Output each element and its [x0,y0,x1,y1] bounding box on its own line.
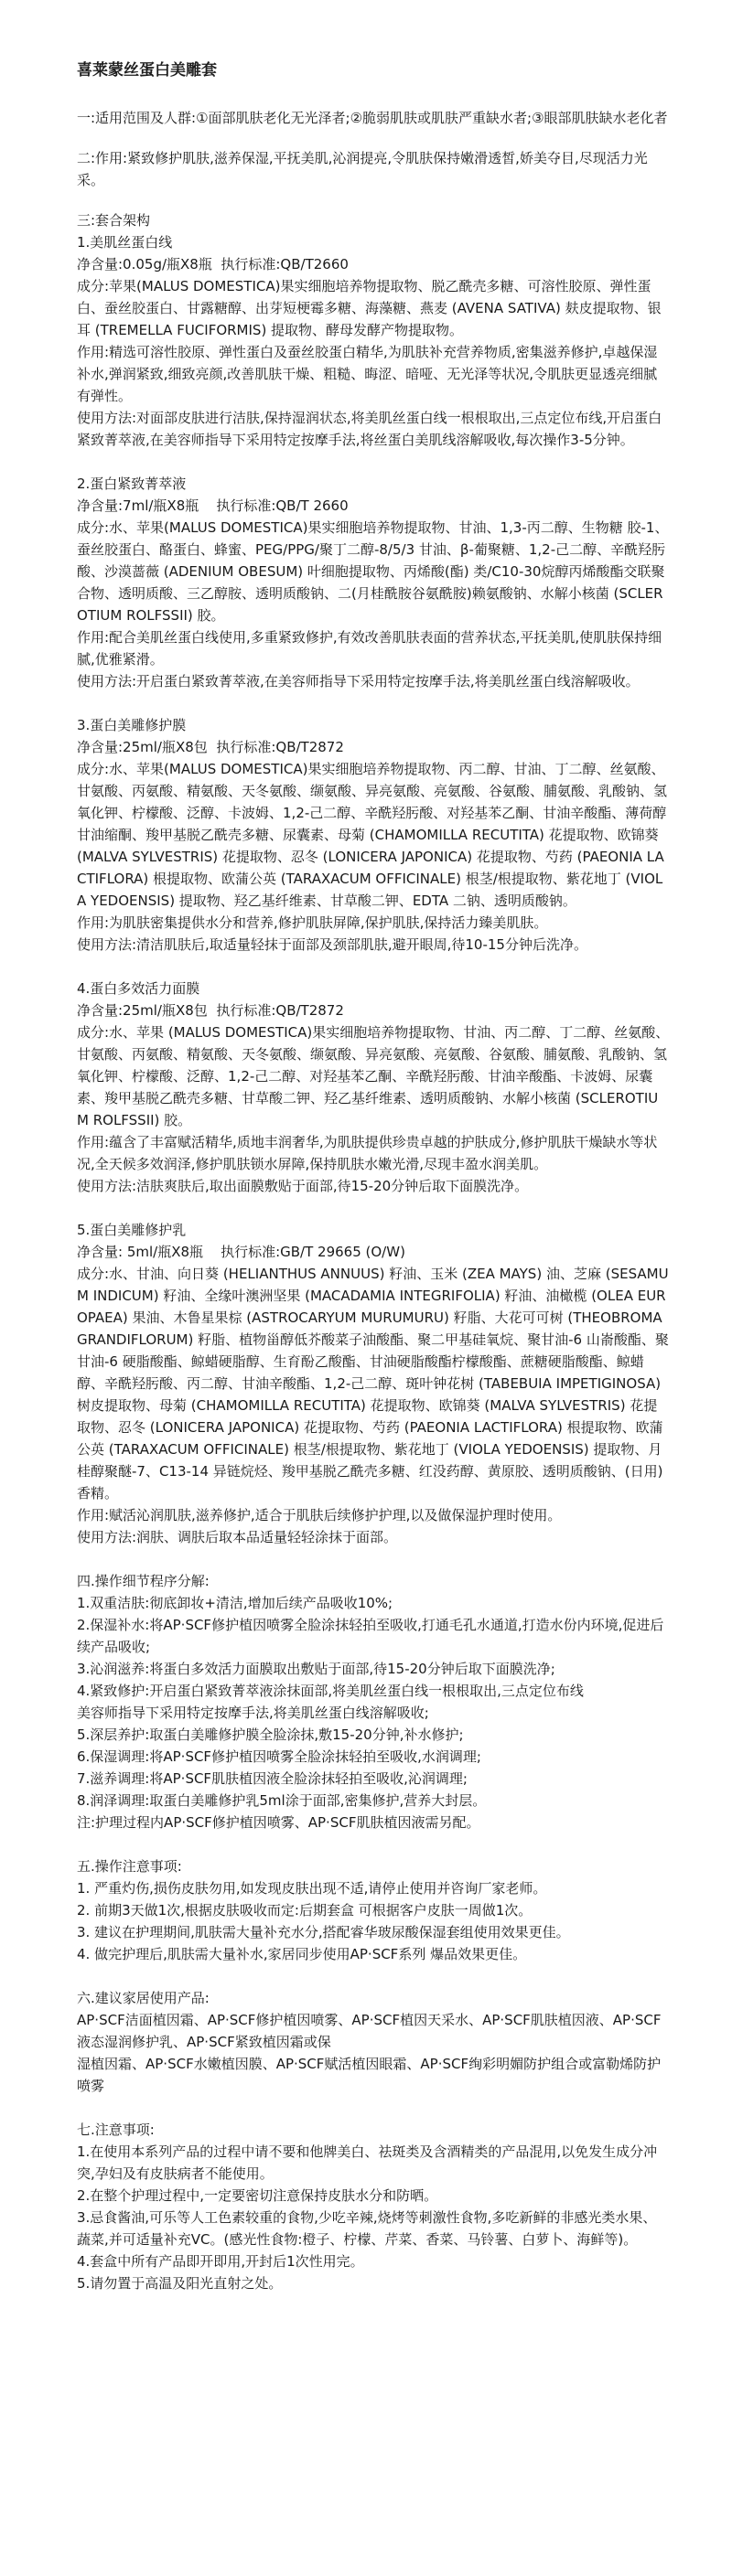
home-products-section [77,1987,670,2097]
step-item: 2.保湿补水:将AP·SCF修护植因喷雾全脸涂抹轻拍至吸收,打通毛孔水通道,打造水份内环境,促进后续产品吸收; [77,1617,664,1655]
caution-item: 2.在整个护理过程中,一定要密切注意保持皮肤水分和防晒。 [77,2187,438,2204]
caution-item: 5.请勿置于高温及阳光直射之处。 [77,2275,283,2292]
steps-section [77,1570,670,1833]
notes-heading: 五.操作注意事项: [77,1858,182,1875]
product-name: 3.蛋白美雕修护膜 [77,717,187,733]
product-ingredients: 成分:水、甘油、向日葵 (HELIANTHUS ANNUUS) 籽油、玉米 (ZEA MAYS) 油、芝麻 (SESAMUM INDICUM) 籽油、全缘叶澳洲坚果 (MACADAMIA INTEGRIFOLIA) 籽油、油橄榄 (OLEA EUROPAEA) 果油、木鲁星果棕 (ASTROCARYUM MURUMURU) 籽脂、大花可可树 (THEOBROMA GRANDIFLORUM) 籽脂、植物甾醇低芥酸菜子油酸酯、聚二甲基硅氧烷、聚甘油-6 山嵛酸酯、聚甘油-6 硬脂酸酯、鲸蜡硬脂醇、生育酚乙酸酯、甘油硬脂酸酯柠檬酸酯、蔗糖硬脂酸酯、鲸蜡醇、辛酰羟肟酸、丙二醇、甘油辛酸酯、1,2-己二醇、斑叶钟花树 (TABEBUIA IMPETIGINOSA) 树皮提取物、母菊 (CHAMOMILLA RECUTITA) 花提取物、欧锦葵 (MALVA SYLVESTRIS) 花提取物、忍冬 (LONICERA JAPONICA) 花提取物、芍药 (PAEONIA LACTIFLORA) 根提取物、欧蒲公英 (TARAXACUM OFFICINALE) 根茎/根提取物、紫花地丁 (VIOLA YEDOENSIS) 提取物、月桂醇聚醚-7、C13-14 异链烷烃、羧甲基脱乙酰壳多糖、红没药醇、黄原胶、透明质酸钠、(日用) 香精。 [77,1266,669,1502]
effect-paragraph: 二:作用:紧致修护肌肤,滋养保湿,平抚美肌,沁润提亮,令肌肤保持嫩滑透皙,娇美夺目,尽现活力光采。 [77,150,648,188]
product-usage: 使用方法:洁肤爽肤后,取出面膜敷贴于面部,待15-20分钟后取下面膜洗净。 [77,1178,529,1194]
notes-section [77,1855,670,1965]
scope-paragraph: 一:适用范围及人群:①面部肌肤老化无光泽者;②脆弱肌肤或肌肤严重缺水者;③眼部肌肤缺水老化者 [77,110,668,126]
step-item: 8.润泽调理:取蛋白美雕修护乳5ml涂于面部,密集修护,营养大封层。 [77,1792,487,1809]
product-block-4 [77,978,670,1197]
product-function: 作用:蕴含了丰富赋活精华,质地丰润奢华,为肌肤提供珍贵卓越的护肤成分,修护肌肤干燥缺水等状况,全天候多效润泽,修护肌肤锁水屏障,保持肌肤水嫩光滑,尽现丰盈水润美肌。 [77,1134,658,1172]
product-ingredients: 成分:水、苹果(MALUS DOMESTICA)果实细胞培养物提取物、甘油、1,3-丙二醇、生物糖 胶-1、蚕丝胶蛋白、酪蛋白、蜂蜜、PEG/PPG/聚丁二醇-8/5/3 甘油、β-葡聚糖、1,2-己二醇、辛酰羟肟酸、沙漠蔷薇 (ADENIUM OBESUM) 叶细胞提取物、丙烯酸(酯) 类/C10-30烷醇丙烯酸酯交联聚合物、透明质酸、三乙醇胺、透明质酸钠、二(月桂酰胺谷氨酰胺)赖氨酸钠、水解小核菌 (SCLEROTIUM ROLFSSII) 胶。 [77,519,669,624]
step-item: 4.紧致修护:开启蛋白紧致菁萃液涂抹面部,将美肌丝蛋白线一根根取出,三点定位布线 [77,1683,584,1699]
product-block-1 [77,231,670,451]
product-spec: 净含量:25ml/瓶X8包 执行标准:QB/T2872 [77,739,344,755]
product-ingredients: 成分:苹果(MALUS DOMESTICA)果实细胞培养物提取物、脱乙酰壳多糖、可溶性胶原、弹性蛋白、蚕丝胶蛋白、甘露糖醇、出芽短梗霉多糖、海藻糖、燕麦 (AVENA SATIVA) 麸皮提取物、银耳 (TREMELLA FUCIFORMIS) 提取物、酵母发酵产物提取物。 [77,278,662,338]
note-item: 4. 做完护理后,肌肤需大量补水,家居同步使用AP·SCF系列 爆品效果更佳。 [77,1946,527,1962]
product-usage: 使用方法:对面部皮肤进行洁肤,保持湿润状态,将美肌丝蛋白线一根根取出,三点定位布线,开启蛋白紧致菁萃液,在美容师指导下采用特定按摩手法,将丝蛋白美肌线溶解吸收,每次操作3-5分钟。 [77,410,662,448]
product-function: 作用:精选可溶性胶原、弹性蛋白及蚕丝胶蛋白精华,为肌肤补充营养物质,密集滋养修护,卓越保湿补水,弹润紧致,细致亮颜,改善肌肤干燥、粗糙、晦涩、暗哑、无光泽等状况,令肌肤更显透亮细腻有弹性。 [77,344,658,404]
note-item: 2. 前期3天做1次,根据皮肤吸收而定:后期套盒 可根据客户皮肤一周做1次。 [77,1902,533,1919]
product-usage: 使用方法:润肤、调肤后取本品适量轻轻涂抹于面部。 [77,1529,398,1545]
product-ingredients: 成分:水、苹果(MALUS DOMESTICA)果实细胞培养物提取物、丙二醇、甘油、丁二醇、丝氨酸、甘氨酸、丙氨酸、精氨酸、天冬氨酸、缬氨酸、异亮氨酸、亮氨酸、谷氨酸、脯氨酸、乳酸钠、氢氧化钾、柠檬酸、泛醇、卡波姆、1,2-己二醇、辛酰羟肟酸、对羟基苯乙酮、甘油辛酸酯、薄荷醇甘油缩酮、羧甲基脱乙酰壳多糖、尿囊素、母菊 (CHAMOMILLA RECUTITA) 花提取物、欧锦葵 (MALVA SYLVESTRIS) 花提取物、忍冬 (LONICERA JAPONICA) 花提取物、芍药 (PAEONIA LACTIFLORA) 根提取物、欧蒲公英 (TARAXACUM OFFICINALE) 根茎/根提取物、紫花地丁 (VIOLA YEDOENSIS) 提取物、羟乙基纤维素、甘草酸二钾、EDTA 二钠、透明质酸钠。 [77,761,668,909]
product-block-2 [77,473,670,692]
product-ingredients: 成分:水、苹果 (MALUS DOMESTICA)果实细胞培养物提取物、甘油、丙二醇、丁二醇、丝氨酸、甘氨酸、丙氨酸、精氨酸、天冬氨酸、缬氨酸、异亮氨酸、亮氨酸、谷氨酸、脯氨酸、乳酸钠、氢氧化钾、柠檬酸、泛醇、1,2-己二醇、对羟基苯乙酮、辛酰羟肟酸、甘油辛酸酯、卡波姆、尿囊素、羧甲基脱乙酰壳多糖、甘草酸二钾、羟乙基纤维素、透明质酸钠、水解小核菌 (SCLEROTIUM ROLFSSII) 胶。 [77,1024,670,1128]
product-spec: 净含量:25ml/瓶X8包 执行标准:QB/T2872 [77,1002,344,1019]
product-function: 作用:为肌肤密集提供水分和营养,修护肌肤屏障,保护肌肤,保持活力臻美肌肤。 [77,914,548,931]
page-title: 喜莱蒙丝蛋白美雕套 [77,61,217,80]
home-products-line: 湿植因霜、AP·SCF水嫩植因膜、AP·SCF赋活植因眼霜、AP·SCF绚彩明媚防护组合或富勒烯防护喷雾 [77,2056,662,2094]
step-item: 5.深层养护:取蛋白美雕修护膜全脸涂抹,敷15-20分钟,补水修护; [77,1726,464,1743]
home-products-heading: 六.建议家居使用产品: [77,1990,210,2006]
product-name: 2.蛋白紧致菁萃液 [77,476,187,492]
note-item: 3. 建议在护理期间,肌肤需大量补充水分,搭配睿华玻尿酸保湿套组使用效果更佳。 [77,1924,570,1940]
note-item: 1. 严重灼伤,损伤皮肤勿用,如发现皮肤出现不适,请停止使用并咨询厂家老师。 [77,1880,547,1897]
home-products-line: AP·SCF洁面植因霜、AP·SCF修护植因喷雾、AP·SCF植因天采水、AP·SCF肌肤植因液、AP·SCF液态湿润修护乳、AP·SCF紧致植因霜或保 [77,2012,662,2050]
product-name: 4.蛋白多效活力面膜 [77,980,200,997]
step-item: 1.双重洁肤:彻底卸妆+清洁,增加后续产品吸收10%; [77,1595,393,1611]
product-name: 1.美肌丝蛋白线 [77,234,173,251]
structure-heading: 三:套合架构 [77,212,151,229]
product-spec: 净含量: 5ml/瓶X8瓶 执行标准:GB/T 29665 (O/W) [77,1244,405,1260]
product-function: 作用:配合美肌丝蛋白线使用,多重紧致修护,有效改善肌肤表面的营养状态,平抚美肌,使肌肤保持细腻,优雅紧滑。 [77,629,662,668]
product-function: 作用:赋活沁润肌肤,滋养修护,适合于肌肤后续修护护理,以及做保湿护理时使用。 [77,1507,562,1523]
caution-item: 4.套盒中所有产品即开即用,开封后1次性用完。 [77,2253,364,2270]
product-usage: 使用方法:开启蛋白紧致菁萃液,在美容师指导下采用特定按摩手法,将美肌丝蛋白线溶解吸收。 [77,673,640,689]
step-item: 美容师指导下采用特定按摩手法,将美肌丝蛋白线溶解吸收; [77,1705,429,1721]
step-note: 注:护理过程内AP·SCF修护植因喷雾、AP·SCF肌肤植因液需另配。 [77,1814,480,1831]
caution-item: 1.在使用本系列产品的过程中请不要和他牌美白、祛斑类及含酒精类的产品混用,以免发生成分冲突,孕妇及有皮肤病者不能使用。 [77,2143,658,2182]
cautions-section [77,2119,670,2294]
step-item: 7.滋养调理:将AP·SCF肌肤植因液全脸涂抹轻拍至吸收,沁润调理; [77,1770,468,1787]
product-name: 5.蛋白美雕修护乳 [77,1222,187,1238]
step-item: 3.沁润滋养:将蛋白多效活力面膜取出敷贴于面部,待15-20分钟后取下面膜洗净; [77,1661,555,1677]
step-item: 6.保湿调理:将AP·SCF修护植因喷雾全脸涂抹轻拍至吸收,水润调理; [77,1748,481,1765]
cautions-heading: 七.注意事项: [77,2122,155,2138]
product-spec: 净含量:7ml/瓶X8瓶 执行标准:QB/T 2660 [77,497,349,514]
steps-heading: 四.操作细节程序分解: [77,1573,210,1589]
product-usage: 使用方法:清洁肌肤后,取适量轻抹于面部及颈部肌肤,避开眼周,待10-15分钟后洗净。 [77,936,587,953]
product-spec: 净含量:0.05g/瓶X8瓶 执行标准:QB/T2660 [77,256,349,273]
product-block-3 [77,714,670,956]
caution-item: 3.忌食酱油,可乐等人工色素较重的食物,少吃辛辣,烧烤等刺激性食物,多吃新鲜的非感光类水果、蔬菜,并可适量补充VC。(感光性食物:橙子、柠檬、芹菜、香菜、马铃薯、白萝卜、海鲜等)。 [77,2209,657,2248]
product-block-5 [77,1219,670,1548]
